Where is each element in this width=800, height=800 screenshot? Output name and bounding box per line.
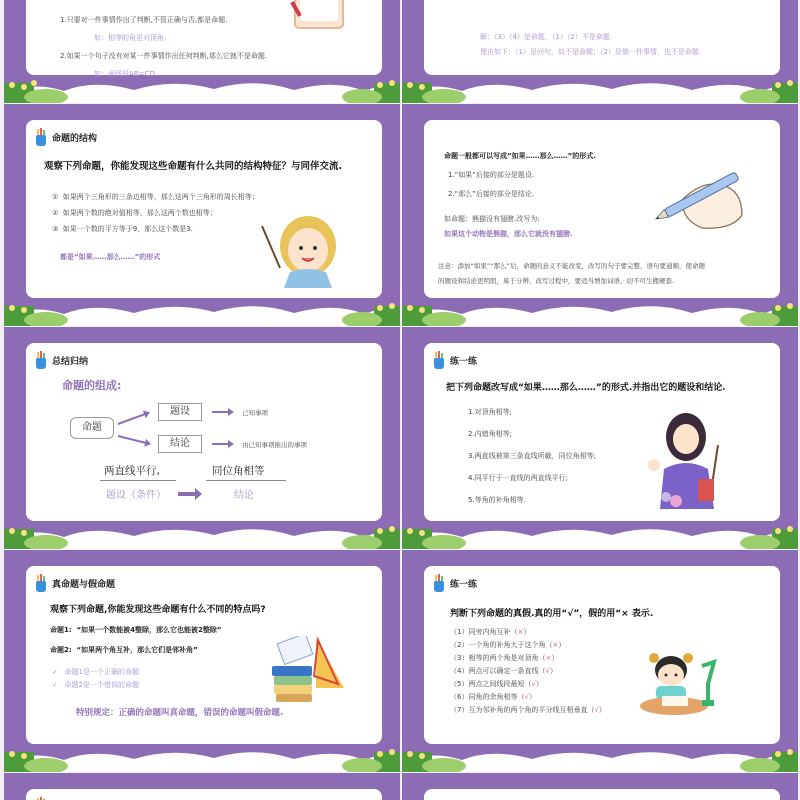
- slide-thumbnail-10[interactable]: [402, 773, 798, 800]
- label-premise: 题设（条件）: [106, 490, 166, 501]
- check-mark: √: [524, 693, 529, 701]
- slide-card: [424, 789, 780, 800]
- slide-thumbnail-4[interactable]: [402, 104, 798, 326]
- slide-thumbnail-2[interactable]: [402, 0, 798, 103]
- judgement-item: （2）一个角的补角大于这个角（×）: [450, 641, 566, 649]
- cloud-footer: [402, 742, 798, 772]
- note-line: 的题设和结论更明朗，易于分辨，改写过程中，要适当增加词语，切不可生搬硬套.: [438, 277, 675, 285]
- slide-intro: 命题一般都可以写成“如果……那么……”的形式.: [444, 152, 596, 160]
- cloud-footer: [402, 296, 798, 326]
- slide-question: 观察下列命题,你能发现这些命题有什么不同的特点吗?: [50, 605, 266, 615]
- rule-statement: 特别规定：正确的命题叫真命题，错误的命题叫假命题.: [76, 708, 284, 718]
- slide-header: [434, 574, 477, 592]
- list-item: 3.两直线被第三条直线所截，同位角相等;: [468, 452, 597, 460]
- list-item: 2.“那么”后接的部分是结论.: [448, 190, 535, 198]
- example-rewrite: 如果这个动物是熊猫，那么它就没有翅膀.: [444, 230, 573, 238]
- check-icon: ✓: [52, 668, 58, 676]
- cross-mark: ×: [545, 654, 552, 662]
- slide-card: [424, 0, 780, 75]
- judgement-item: （4）两点可以确定一条直线（√）: [450, 667, 557, 675]
- cloud-footer: [4, 519, 400, 549]
- slide-thumbnail-3[interactable]: [4, 104, 400, 326]
- answer-line: 解：（3）（4）是命题，（1）（2）不是命题.: [480, 33, 613, 41]
- cloud-footer: [4, 742, 400, 772]
- check-item: ✓ 命题1是一个正确的命题: [52, 668, 140, 676]
- premise-node: 题设: [158, 403, 202, 421]
- slide-example: 如：相等的角是对顶角.: [94, 34, 167, 42]
- slide-title: 命题的结构: [52, 133, 98, 144]
- cloud-footer: [4, 296, 400, 326]
- pencil-cup-icon: [36, 351, 46, 369]
- slide-header: [36, 351, 88, 369]
- check-item: ✓ 命题2是一个错误的命题: [52, 681, 140, 689]
- books-ruler-illustration: [270, 636, 350, 706]
- slide-thumbnail-5[interactable]: [4, 327, 400, 549]
- check-icon: ✓: [52, 681, 58, 689]
- cloud-footer: [402, 519, 798, 549]
- cloud-footer: [402, 73, 798, 103]
- composition-subtitle: 命题的组成:: [62, 379, 122, 392]
- slide-title: 练一练: [450, 579, 478, 590]
- teacher-woman-illustration: [638, 409, 738, 509]
- divider: [206, 480, 286, 481]
- bush-right: [342, 80, 400, 103]
- note-line: 注意：添加“如果”“那么”后，命题的意义不能改变，改写的句子要完整，语句要通顺，使命题: [438, 262, 705, 270]
- judgement-item: （3）相等的两个角是对顶角（×）: [450, 654, 559, 662]
- thick-arrow-icon: [178, 492, 196, 496]
- slide-title: 练一练: [450, 356, 478, 367]
- judgement-item: （6）同角的余角相等（√）: [450, 693, 536, 701]
- list-item: 1.对顶角相等;: [468, 408, 513, 416]
- list-item: ① 如果两个三角形的三条边相等，那么这两个三角形的周长相等；: [52, 193, 259, 201]
- arrow-icon: [212, 443, 230, 445]
- list-item: 2.内错角相等;: [468, 430, 513, 438]
- slide-question: 观察下列命题，你能发现这些命题有什么共同的结构特征？与同伴交流.: [44, 161, 343, 172]
- slide-header: [36, 128, 97, 146]
- proposition-1: 命题1: “如果一个数能被4整除，那么它也能被2整除”: [50, 626, 222, 634]
- studying-girl-illustration: [638, 650, 722, 720]
- slide-card: [26, 343, 382, 521]
- example-label: 如命题：熊猫没有翅膀.改写为:: [444, 215, 540, 223]
- slide-title: 总结归纳: [52, 356, 89, 367]
- label-conclusion: 结论: [234, 490, 254, 501]
- slide-question: 把下列命题改写成“如果……那么……”的形式.并指出它的题设和结论.: [446, 383, 726, 393]
- slide-card: [424, 343, 780, 521]
- slide-thumbnail-7[interactable]: [4, 550, 400, 772]
- slide-thumbnail-6[interactable]: [402, 327, 798, 549]
- check-mark: √: [594, 706, 599, 714]
- slide-thumbnail-9[interactable]: [4, 773, 400, 800]
- list-item: ② 如果两个数的绝对值相等，那么这两个数也相等；: [52, 209, 217, 217]
- hand-pencil-illustration: [642, 160, 752, 230]
- slide-conclusion: 都是“如果……那么……”的形式: [60, 253, 161, 261]
- check-mark: √: [531, 680, 536, 688]
- slide-card: [26, 0, 382, 78]
- slide-card: [424, 566, 780, 744]
- slide-example: 如：画线段AB=CD.: [94, 70, 157, 78]
- slide-question: 判断下列命题的真假.真的用“√”，假的用“× 表示.: [450, 609, 654, 619]
- arrow-icon: [118, 435, 148, 444]
- slide-thumbnail-8[interactable]: [402, 550, 798, 772]
- slide-title: 真命题与假命题: [52, 579, 116, 590]
- root-node: 命题: [70, 417, 114, 439]
- judgement-item: （5）两点之间线段最短（√）: [450, 680, 543, 688]
- pencil-cup-icon: [434, 351, 444, 369]
- arrow-icon: [212, 411, 230, 413]
- judgement-item: （1）同旁内角互补（×）: [450, 628, 531, 636]
- example-conclusion: 同位角相等: [212, 465, 265, 477]
- reason-line: 理由如下：（1）是问句，故不是命题；（2）是做一件事情，也不是命题.: [480, 48, 702, 56]
- slide-thumbnail-1[interactable]: [4, 0, 400, 103]
- slide-card: [26, 789, 382, 800]
- list-item: 1.“如果”后接的部分是题设.: [448, 171, 535, 179]
- pencil-cup-icon: [36, 574, 46, 592]
- divider: [100, 480, 176, 481]
- cross-mark: ×: [552, 641, 559, 649]
- check-mark: √: [545, 667, 550, 675]
- list-item: ③ 如果一个数的平方等于9，那么这个数是3.: [52, 225, 193, 233]
- slide-card: [26, 566, 382, 744]
- slide-card: [424, 120, 780, 298]
- easel-illustration: [294, 0, 344, 29]
- pencil-cup-icon: [434, 574, 444, 592]
- slide-text: 1.只要对一件事情作出了判断,不管正确与否,都是命题.: [60, 16, 228, 24]
- cloud-footer: [4, 73, 400, 103]
- arrow-icon: [118, 413, 147, 425]
- slide-card: [26, 120, 382, 298]
- conclusion-node: 结论: [158, 435, 202, 453]
- proposition-2: 命题2: “如果两个角互补，那么它们是邻补角”: [50, 646, 198, 654]
- list-item: 4.同平行于一直线的两直线平行;: [468, 474, 569, 482]
- slide-text: 2.如果一个句子没有对某一件事情作出任何判断,那么它就不是命题.: [60, 52, 268, 60]
- premise-desc: 已知事项: [242, 409, 268, 417]
- teacher-girl-illustration: [258, 212, 348, 288]
- conclusion-desc: 由已知事项推出的事项: [242, 441, 307, 449]
- cross-mark: ×: [517, 628, 524, 636]
- judgement-item: （7）互为邻补角的两个角的平分线互相垂直（√）: [450, 706, 606, 714]
- pencil-cup-icon: [36, 128, 46, 146]
- slide-header: [36, 574, 115, 592]
- list-item: 5.等角的补角相等.: [468, 496, 526, 504]
- example-premise: 两直线平行,: [104, 465, 160, 477]
- slide-header: [434, 351, 477, 369]
- bush-left: [4, 80, 68, 103]
